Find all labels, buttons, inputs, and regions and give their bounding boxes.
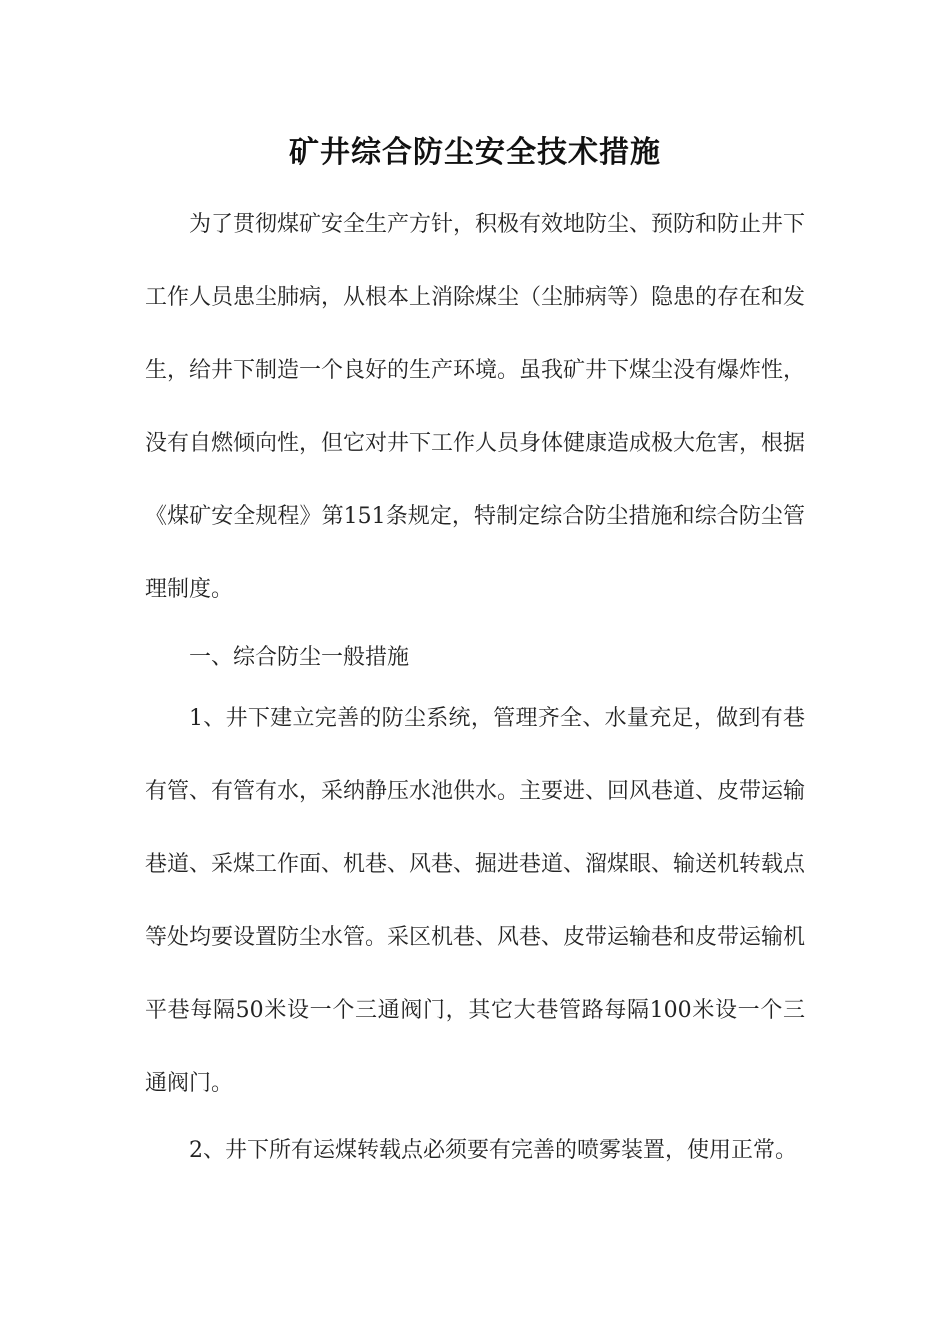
paragraph-text: 1、井下建立完善的防尘系统，管理齐全、水量充足，做到有巷有管、有管有水，采纳静压水池供水。主要进、回风巷道、皮带运输巷道、采煤工作面、机巷、风巷、掘进巷道、溜煤眼、输送机转载点等处均要设置防尘水管。采区机巷、风巷、皮带运输巷和皮带运输机平巷每隔50米设一个三通阀门，其它大巷管路每隔100米设一个三通阀门。 <box>145 706 806 1096</box>
paragraph-item-1 <box>145 682 805 1120</box>
document-title: 矿井综合防尘安全技术措施 <box>289 135 661 170</box>
paragraph-text: 为了贯彻煤矿安全生产方针，积极有效地防尘、预防和防止井下工作人员患尘肺病，从根本上消除煤尘（尘肺病等）隐患的存在和发生，给井下制造一个良好的生产环境。虽我矿井下煤尘没有爆炸性，没有自燃倾向性，但它对井下工作人员身体健康造成极大危害，根据《煤矿安全规程》第151条规定，特制定综合防尘措施和综合防尘管理制度。 <box>145 212 806 602</box>
paragraph-item-2 <box>145 1114 805 1187</box>
paragraph-intro <box>145 188 805 626</box>
section-heading-text: 一、综合防尘一般措施 <box>189 645 410 670</box>
paragraph-text: 2、井下所有运煤转载点必须要有完善的喷雾装置，使用正常。 <box>189 1138 797 1163</box>
